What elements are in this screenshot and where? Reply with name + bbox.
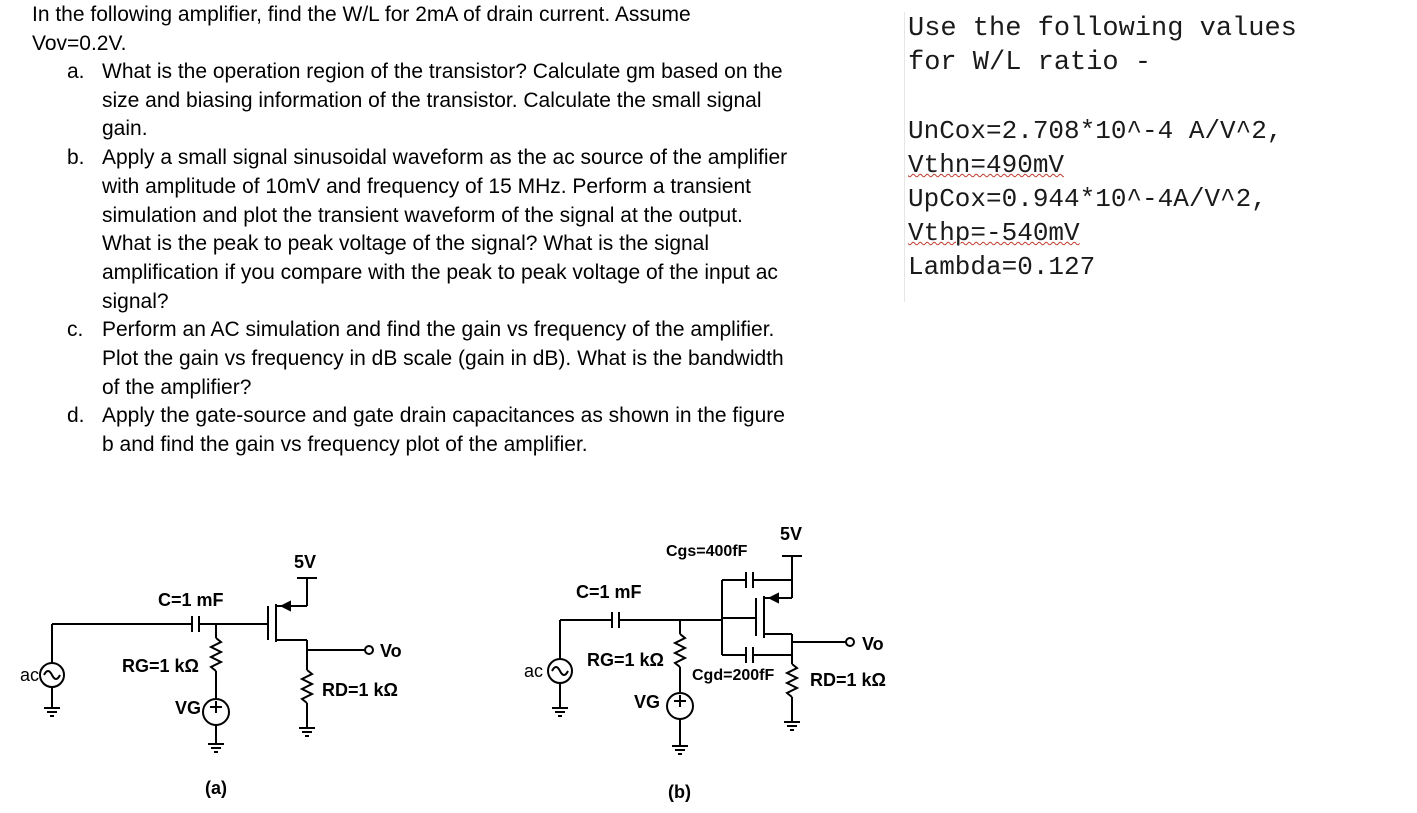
circuit-a-schematic xyxy=(20,500,460,810)
panel-spacer xyxy=(908,80,1408,114)
rd-resistor-symbol xyxy=(787,664,797,697)
rg-resistor-symbol xyxy=(211,638,221,671)
pmos-arrow xyxy=(770,594,778,602)
cap-label: C=1 mF xyxy=(576,582,642,602)
rg-label: RG=1 kΩ xyxy=(122,656,199,676)
question-c xyxy=(32,316,872,402)
rg-label: RG=1 kΩ xyxy=(587,650,664,670)
vdd-label: 5V xyxy=(294,552,317,572)
param-upcox: UpCox=0.944*10^-4A/V^2, xyxy=(908,184,1267,214)
intro-line-1: In the following amplifier, find the W/L for 2mA of drain current. Assume xyxy=(32,3,691,26)
question-line: of the amplifier? xyxy=(102,375,252,399)
vo-terminal xyxy=(365,646,373,654)
question-d xyxy=(32,402,872,459)
vg-label: VG xyxy=(634,692,661,712)
rd-label: RD=1 kΩ xyxy=(322,680,398,700)
question-b xyxy=(32,144,872,316)
panel-heading-line-1: Use the following values xyxy=(908,14,1297,44)
circuit-b-schematic xyxy=(510,500,930,810)
cgs-label: Cgs=400fF xyxy=(666,543,748,560)
param-lambda: Lambda=0.127 xyxy=(908,252,1096,282)
question-line: What is the peak to peak voltage of the signal? What is the signal xyxy=(102,232,710,256)
question-line: b and find the gain vs frequency plot of the amplifier. xyxy=(102,433,588,457)
question-line: amplification if you compare with the peak to peak voltage of the input ac xyxy=(102,260,778,284)
question-line: Apply a small signal sinusoidal waveform as the ac source of the amplifier xyxy=(102,146,788,170)
cgd-label: Cgd=200fF xyxy=(692,667,775,684)
question-line: simulation and plot the transient waveform of the signal at the output. xyxy=(102,203,743,227)
sine-icon xyxy=(44,671,60,679)
sine-icon xyxy=(552,667,568,675)
rd-resistor-symbol xyxy=(302,670,312,703)
vdd-label: 5V xyxy=(780,524,803,544)
intro-line-2: Vov=0.2V. xyxy=(32,32,127,55)
rg-resistor-symbol xyxy=(675,634,685,667)
parameter-panel xyxy=(904,12,1408,302)
param-vthn: Vthn=490mV xyxy=(908,150,1065,180)
question-line: What is the operation region of the transistor? Calculate gm based on the xyxy=(102,60,783,83)
question-line: Apply the gate-source and gate drain capacitances as shown in the figure xyxy=(102,404,785,428)
pmos-arrow xyxy=(282,602,290,610)
question-line: gain. xyxy=(102,117,148,141)
ac-label: ac xyxy=(20,665,40,685)
vg-label: VG xyxy=(175,698,202,718)
problem-text xyxy=(32,0,872,460)
vo-label: Vo xyxy=(862,634,884,654)
question-list xyxy=(32,58,872,460)
question-line: with amplitude of 10mV and frequency of 15 MHz. Perform a transient xyxy=(102,174,751,198)
param-uncox: UnCox=2.708*10^-4 A/V^2, xyxy=(908,116,1283,146)
question-line: Perform an AC simulation and find the gain vs frequency of the amplifier. xyxy=(102,318,775,342)
question-marker: a. xyxy=(67,60,85,83)
panel-heading-line-2: for W/L ratio - xyxy=(908,48,1152,78)
question-a xyxy=(32,58,872,144)
question-line: size and biasing information of the transistor. Calculate the small signal xyxy=(102,88,762,112)
question-line: Plot the gain vs frequency in dB scale (gain in dB). What is the bandwidth xyxy=(102,347,784,371)
cap-label: C=1 mF xyxy=(158,590,224,610)
vo-label: Vo xyxy=(380,641,402,661)
caption-a: (a) xyxy=(205,778,227,798)
question-line: signal? xyxy=(102,289,169,313)
caption-b: (b) xyxy=(668,782,691,802)
param-vthp: Vthp=-540mV xyxy=(908,218,1080,248)
vo-terminal xyxy=(846,638,854,646)
question-marker: d. xyxy=(67,404,85,428)
question-marker: c. xyxy=(67,318,84,342)
ac-label: ac xyxy=(524,661,544,681)
rd-label: RD=1 kΩ xyxy=(810,670,886,690)
question-marker: b. xyxy=(67,146,85,170)
